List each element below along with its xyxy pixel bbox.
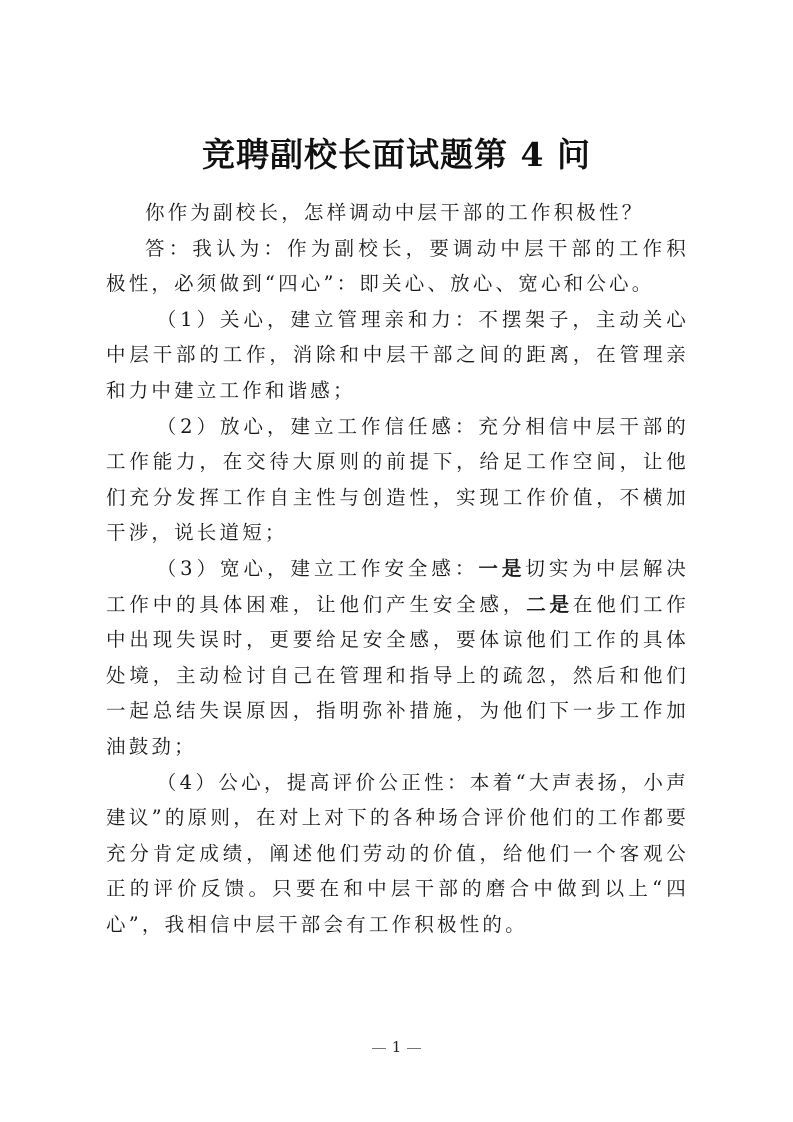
point-3-middle: 切实为中层解决工作中的具体困难，让他们产生安全感， — [106, 556, 690, 616]
question-paragraph: 你作为副校长，怎样调动中层干部的工作积极性？ — [145, 201, 645, 224]
page-title: 竞聘副校长面试题第 4 问 — [202, 135, 591, 175]
footer-dash-right — [407, 1048, 421, 1049]
point-3-suffix: 在他们工作中出现失误时，更要给足安全感，要体谅他们工作的具体处境，主动检讨自己在管理和指导上的疏忽，然后和他们一起总结失误原因，指明弥补措施，为他们下一步工作加油鼓劲； — [106, 592, 689, 758]
point-3-paragraph — [106, 551, 689, 765]
point-2-paragraph: （2）放心，建立工作信任感：充分相信中层干部的工作能力，在交待大原则的前提下，给足工作空间，让他们充分发挥工作自主性与创造性，实现工作价值，不横加干涉，说长道短； — [106, 414, 689, 545]
page-footer — [0, 1037, 793, 1057]
point-3-first-emphasis: 一是 — [478, 556, 526, 580]
point-1-paragraph: （1）关心，建立管理亲和力：不摆架子，主动关心中层干部的工作，消除和中层干部之间的距离，在管理亲和力中建立工作和谐感； — [106, 307, 689, 402]
point-3-prefix: （3）宽心，建立工作安全感： — [156, 556, 479, 580]
document-body — [106, 195, 689, 942]
point-4-paragraph: （4）公心，提高评价公正性：本着“大声表扬，小声建议”的原则，在对上对下的各种场合评价他们的工作都要充分肯定成绩，阐述他们劳动的价值，给他们一个客观公正的评价反馈。只要在和中层干部的磨合中做到以上“四心”，我相信中层干部会有工作积极性的。 — [106, 770, 689, 936]
answer-intro-paragraph: 答：我认为：作为副校长，要调动中层干部的工作积极性，必须做到“四心”：即关心、放心、宽心和公心。 — [106, 236, 689, 296]
point-3-second-emphasis: 二是 — [526, 592, 573, 616]
page-number: 1 — [391, 1038, 402, 1056]
footer-dash-left — [372, 1048, 386, 1049]
